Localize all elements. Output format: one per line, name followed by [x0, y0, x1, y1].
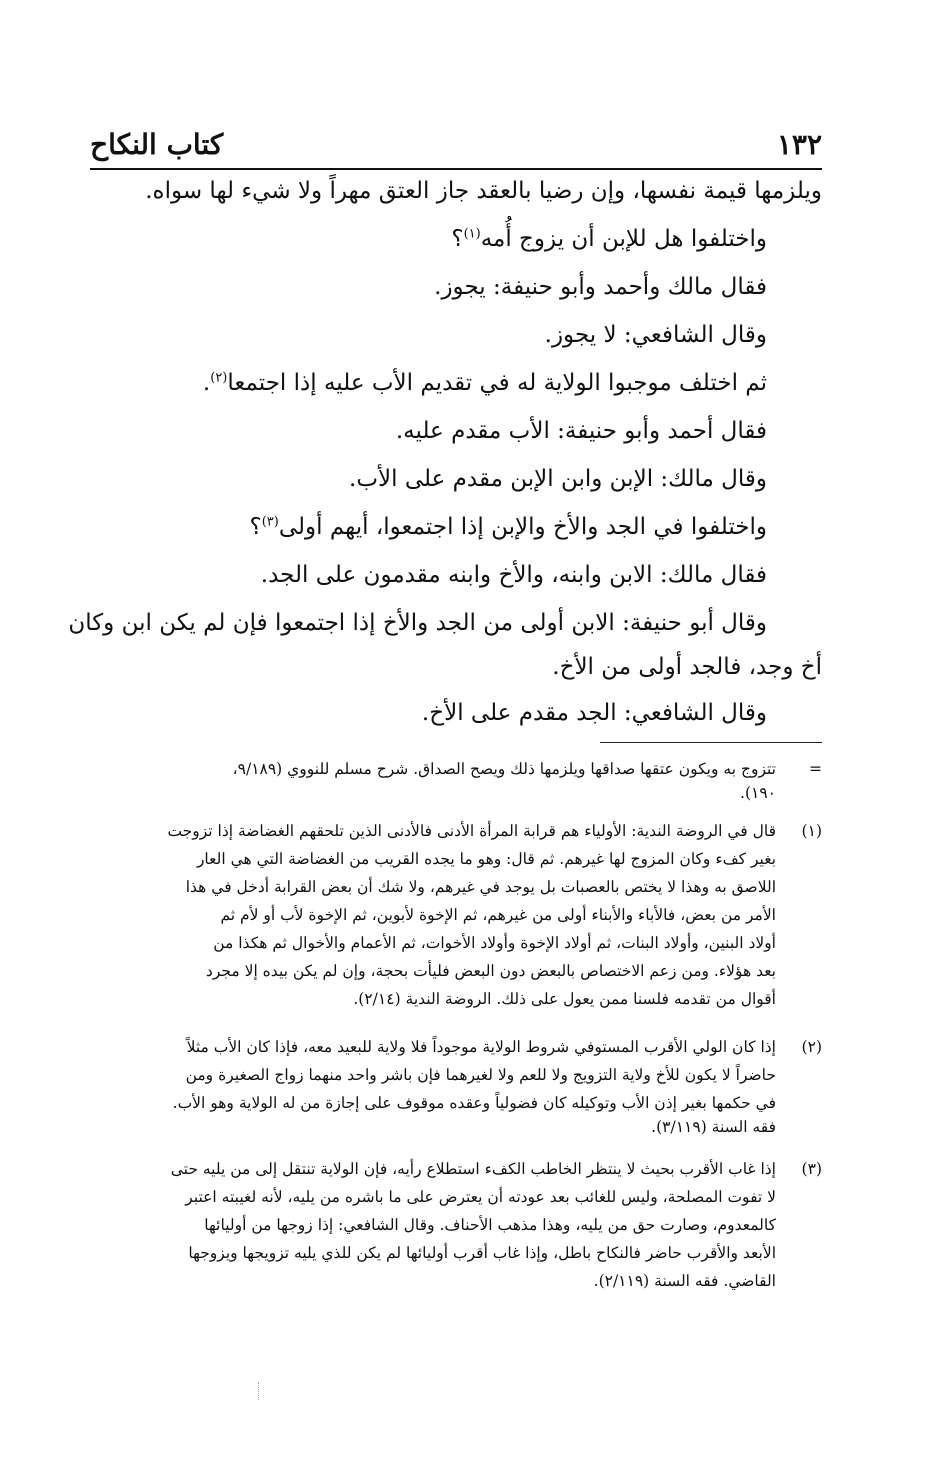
footnote-marker: (٣): [801, 1160, 822, 1178]
main-line: ويلزمها قيمة نفسها، وإن رضيا بالعقد جاز العتق مهراً ولا شيء لها سواه.: [145, 178, 822, 204]
main-line: أخ وجد، فالجد أولى من الأخ.: [552, 654, 822, 680]
main-line: فقال مالك: الابن وابنه، والأخ وابنه مقدمون على الجد.: [260, 562, 767, 588]
main-line: واختلفوا هل للإبن أن يزوج أُمه$^{(١)}$؟: [451, 226, 767, 252]
main-line: فقال مالك وأحمد وأبو حنيفة: يجوز.: [434, 274, 767, 300]
main-line: وقال أبو حنيفة: الابن أولى من الجد والأخ إذا اجتمعوا فإن لم يكن ابن وكان: [68, 610, 767, 636]
footnote-ref: (٣): [261, 514, 279, 530]
scan-artifact: [258, 1382, 261, 1400]
main-line: فقال أحمد وأبو حنيفة: الأب مقدم عليه.: [395, 418, 767, 444]
footnote-separator: [600, 742, 822, 743]
main-line: ثم اختلف موجبوا الولاية له في تقديم الأب عليه إذا اجتمعا$^{(٢)}$.: [202, 370, 767, 396]
footnote-ref: (١): [463, 226, 481, 242]
page-header: [90, 128, 822, 168]
book-title: كتاب النكاح: [90, 128, 224, 161]
main-line: وقال الشافعي: لا يجوز.: [544, 322, 767, 348]
footnote-marker: (٢): [801, 1038, 822, 1056]
main-line: وقال الشافعي: الجد مقدم على الأخ.: [421, 700, 767, 726]
main-line: وقال مالك: الإبن وابن الإبن مقدم على الأب.: [349, 466, 767, 492]
footnote-ref: (٢): [210, 370, 228, 386]
footnote-marker: (١): [801, 822, 822, 840]
footnote-marker: =: [809, 760, 822, 778]
document-page: ١٣٢ كتاب النكاح ويلزمها قيمة نفسها، وإن رضيا بالعقد جاز العتق مهراً ولا شيء لها سواه. واختلفوا هل للإبن أن يزوج أُمه$^{(١)}$؟ فقال مالك وأحمد وأبو حنيفة: يجوز. وقال الشافعي: لا يجوز. ثم اختلف موجبوا الولاية له في تقديم الأب عليه إذا اجتمعا$^{(٢)}$. فقال أحمد وأبو حنيفة: الأب مقدم عليه. وقال مالك: الإبن وابن الإبن مقدم على الأب. واختلفوا في الجد والأخ والإبن إذا اجتمعوا، أيهم أولى$^{(٣)}$؟ فقال مالك: الابن وابنه، والأخ وابنه مقدمون على الجد. وقال أبو حنيفة: الابن أولى من الجد والأخ إذا اجتمعوا فإن لم يكن ابن وكان أخ وجد، فالجد أولى من الأخ. وقال الشافعي: الجد مقدم على الأخ. = تتزوج به ويكون عتقها صداقها ويلزمها ذلك ويصح الصداق. شرح مسلم للنووي (٩/١٨٩، ١٩٠). (١) قال في الروضة الندية: الأولياء هم قرابة المرأة الأدنى فالأدنى الذين تلحقهم الغضاضة إذا تزوجت بغير كفء وكان المزوج لها غيرهم. ثم قال: وهو ما يجده القريب من الغضاضة التي هي العار اللاصق به وهذا لا يختص بالعصبات بل يوجد في غيرهم، ولا شك أن بعض القرابة أدخل في هذا الأمر من بعض، فالأباء والأبناء أولى من غيرهم، ثم الإخوة لأبوين، ثم الإخوة لأب أو لأم ثم أولاد البنين، وأولاد البنات، ثم أولاد الإخوة وأولاد الأخوات، ثم الأعمام والأخوال ثم هكذا من بعد هؤلاء. ومن زعم الاختصاص بالبعض دون البعض فليأت بحجة، وإن لم يكن بيده إلا مجرد أقوال من تقدمه فلسنا ممن يعول على ذلك. الروضة الندية (٢/١٤). (٢) إذا كان الولي الأقرب المستوفي شروط الولاية موجوداً فلا ولاية للبعيد معه، فإذا كان الأب مثلاً حاضراً لا يكون للأخ ولاية التزويج ولا للعم ولا لغيرهما فإن باشر واحد منهما زواج الصغيرة ومن في حكمها بغير إذن الأب وتوكيله كان فضولياً وعقده موقوف على إجازة من له الولاية وهو الأب. فقه السنة (٣/١١٩). (٣) إذا غاب الأقرب بحيث لا ينتظر الخاطب الكفء استطلاع رأيه، فإن الولاية تنتقل إلى من يليه حتى لا تفوت المصلحة، وليس للغائب بعد عودته أن يعترض على ما باشره من يليه، لأنه لغيبته اعتبر كالمعدوم، وصارت حق من يليه، وهذا مذهب الأحناف. وقال الشافعي: إذا زوجها من أوليائها الأبعد والأقرب حاضر فالنكاح باطل، وإذا غاب أقرب أوليائها لم يكن للذي يليه تزويجها ويزوجها القاضي. فقه السنة (٢/١١٩).: [0, 0, 944, 1477]
main-line: واختلفوا في الجد والأخ والإبن إذا اجتمعوا، أيهم أولى$^{(٣)}$؟: [249, 514, 767, 540]
header-rule: [90, 168, 822, 170]
page-number: ١٣٢: [776, 128, 822, 161]
